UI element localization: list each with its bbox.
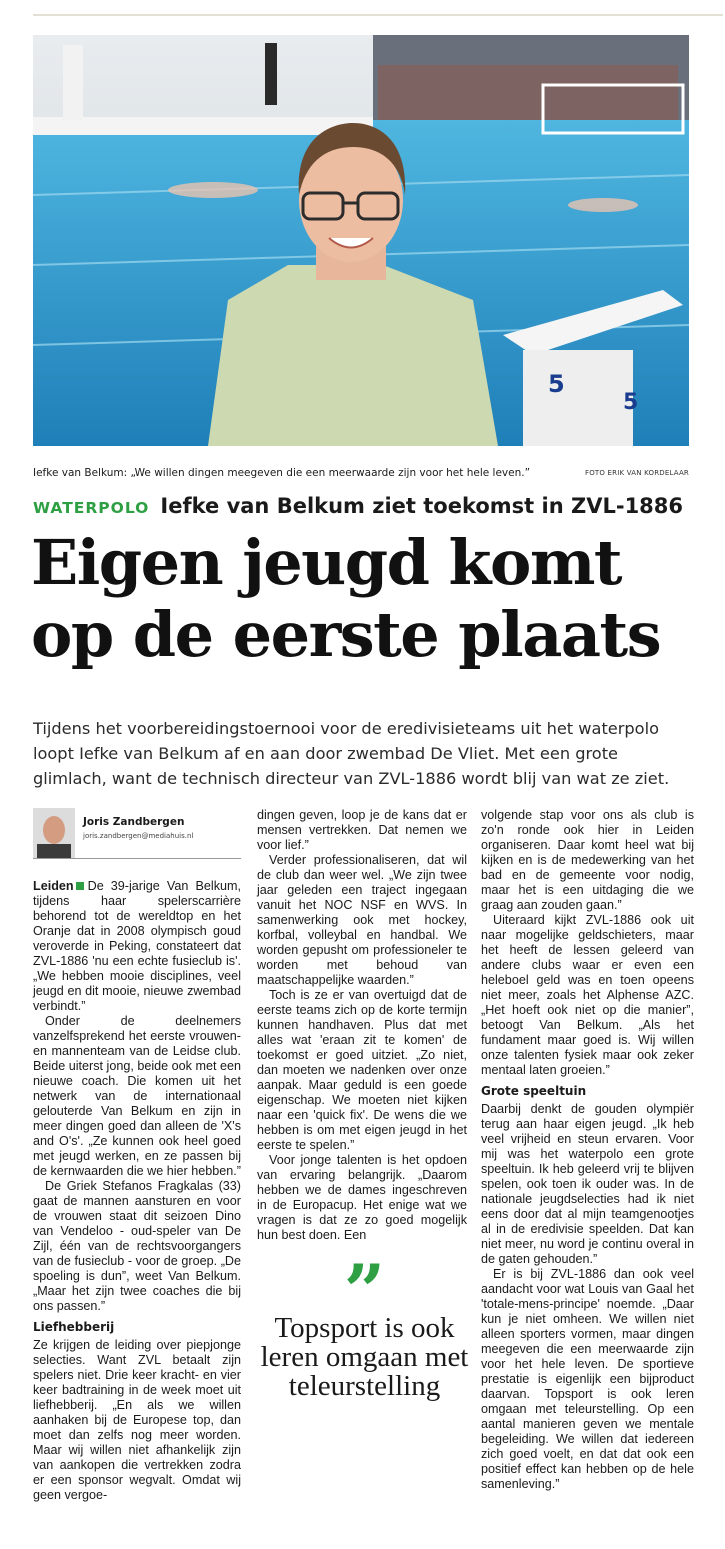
subheading: Grote speeltuin <box>481 1084 587 1098</box>
dateline-square-icon <box>76 882 84 890</box>
author-block <box>33 808 241 859</box>
article-paragraph: Verder professionaliseren, dat wil de club dan weer wel. „We zijn twee jaar geleden een traject ingegaan vanuit het NOC NSF en WVS. In samenwerking ook met hockey, korfbal, volleybal en handbal. We worden gepusht om professioneler te worden met behoud van maatschappelijke waarden.” <box>257 853 467 987</box>
paragraph-text: De 39-jarige Van Belkum, tijdens haar spelerscarrière behorend tot de wereldtop en het Oranje dat in 2008 olympisch goud veroverde in Peking, constateert dat ZVL-1886 'nu een echte fusieclub is'. „We hebben mooie disciplines, veel jeugd en dit mooie, nieuwe zwembad verbindt.” <box>33 879 241 1013</box>
article-paragraph: Daarbij denkt de gouden olympiër terug aan haar eigen jeugd. „Ik heb veel vrijheid en steun ervaren. Voor mij was het waterpolo een grote speeltuin. Ik heb geleerd vrij te blijven spelen, ook toen ik ouder was. In de nationale jeugdselecties had ik niet eens door dat al mijn teamgenootjes al in de eredivisie speelden. Dat kan niet meer, nu word je continu overal in de gaten gehouden.” <box>481 1102 694 1266</box>
kicker-subtitle: Iefke van Belkum ziet toekomst in ZVL-1886 <box>160 494 684 518</box>
caption-text: Iefke van Belkum: „We willen dingen meegeven die een meerwaarde zijn voor het hele leven.” <box>33 467 531 479</box>
pull-quote <box>257 1248 472 1402</box>
quote-mark-icon: ” <box>343 1248 386 1333</box>
article-paragraph: volgende stap voor ons als club is zo'n ronde ook hier in Leiden organiseren. Daar komt heel wat bij kijken en is de medewerking van het bad en de gemeente voor nodig, maar het is een uitdaging die we graag aan zouden gaan.” <box>481 808 694 912</box>
article-paragraph: Ze krijgen de leiding over piepjonge selecties. Want ZVL betaalt zijn spelers niet. Drie keer kracht- en vier keer badtraining in de week moet uit liefhebberij. „En als we willen aanhaken bij de Europese top, dan moet dan zelfs nog meer worden. Maar wij willen niet afhankelijk zijn van aankopen die vertrekken zodra er een sponsor wegvalt. Omdat wij geen vergoe- <box>33 1338 241 1502</box>
author-name: Joris Zandbergen <box>83 816 185 828</box>
article-paragraph: Onder de deelnemers vanzelfsprekend het eerste vrouwen- en mannenteam van de Leidse club. Beide uiterst jong, beide ook met een nieuwe coach. Die komen uit het netwerk van de internationaal gelouterde Van Belkum en zijn in meer dingen goed dan alleen de 'X's and O's'. „Ze kunnen ook heel goed met jeugd werken, en ze passen bij de kernwaarden die we hier hebben.” <box>33 1014 241 1178</box>
top-rule <box>33 14 723 16</box>
intro-paragraph: Tijdens het voorbereidingstoernooi voor de eredivisieteams uit het waterpolo loopt Iefke van Belkum af en aan door zwembad De Vliet. Met een grote glimlach, want de technisch directeur van ZVL-1886 wordt blij van wat ze ziet. <box>33 719 670 788</box>
article-paragraph: Er is bij ZVL-1886 dan ook veel aandacht voor wat Louis van Gaal het 'totale-mens-principe' noemde. „Daar kun je niet omheen. We willen niet alleen sporters vormen, maar dingen meegeven die een meerwaarde zijn voor het hele leven. De sportieve prestatie is eigenlijk een bijproduct daarvan. Topsport is ook leren omgaan met teleurstelling. Op een aantal manieren geven we mentale begeleiding. We willen dat iedereen zich goed voelt, en dat dat ook een positief effect kan hebben op de hele samenleving.” <box>481 1267 694 1491</box>
article-photo <box>33 35 689 446</box>
subheading: Liefhebberij <box>33 1320 115 1334</box>
article-paragraph: De Griek Stefanos Fragkalas (33) gaat de mannen aansturen en voor de vrouwen staat dit seizoen Dino van Vendeloo - oud-speler van De Zijl, één van de rechtsvoorgangers van de fusieclub - voor de groep. „De spoeling is dun”, weet Van Belkum. „Maar het zijn twee coaches die bij ons passen.” <box>33 1179 241 1313</box>
portrait-photo-icon <box>33 35 689 446</box>
block-number-2: 5 <box>623 390 639 415</box>
article-column-3 <box>481 808 694 1492</box>
author-email[interactable]: joris.zandbergen@mediahuis.nl <box>83 832 194 840</box>
headline-line-2: op de eerste plaats <box>31 598 661 671</box>
block-number-1: 5 <box>548 370 565 398</box>
kicker <box>33 494 683 518</box>
author-avatar <box>33 808 75 858</box>
photo-caption <box>33 467 689 479</box>
article-column-1 <box>33 879 241 1503</box>
section-tag: WATERPOLO <box>33 499 150 517</box>
article-paragraph <box>33 879 241 1014</box>
article-paragraph: Toch is ze er van overtuigd dat de eerste teams zich op de korte termijn kunnen handhaven. Plus dat met alles wat 'eraan zit te komen' de toekomst er goed uitziet. „Zo niet, dan moeten we nadenken over onze aanpak. Maar geduld is een goede eigenschap. We moeten niet kijken naar een 'quick fix'. De wens die we hebben is om met eigen jeugd in het eerste te spelen.” <box>257 988 467 1152</box>
article-paragraph: Voor jonge talenten is het opdoen van ervaring belangrijk. „Daarom hebben we de dames ingeschreven in de Europacup. Het enige wat we vragen is dat ze zo goed mogelijk hun best doen. Een <box>257 1153 467 1242</box>
headline-line-1: Eigen jeugd komt <box>31 526 622 599</box>
article-paragraph: dingen geven, loop je de kans dat er mensen vertrekken. Dat nemen we voor lief.” <box>257 808 467 852</box>
dateline: Leiden <box>33 879 74 893</box>
article-paragraph: Uiteraard kijkt ZVL-1886 ook uit naar mogelijke geldschieters, maar het heeft de lessen geleerd van andere clubs waar er even een heleboel geld was en toen opeens niet meer, zoals het Alphense AZC. „Het hoeft ook niet op die manier”, betoogt Van Belkum. „Als het fundament maar goed is. Wij willen onze talenten fysiek maar ook zeker mentaal laten groeien.” <box>481 913 694 1077</box>
photo-credit: FOTO ERIK VAN KORDELAAR <box>585 469 689 477</box>
author-portrait-icon <box>33 808 75 858</box>
quote-text: Topsport is ook leren omgaan met teleurstelling <box>260 1312 469 1402</box>
headline <box>31 527 721 671</box>
article-column-2 <box>257 808 467 1243</box>
